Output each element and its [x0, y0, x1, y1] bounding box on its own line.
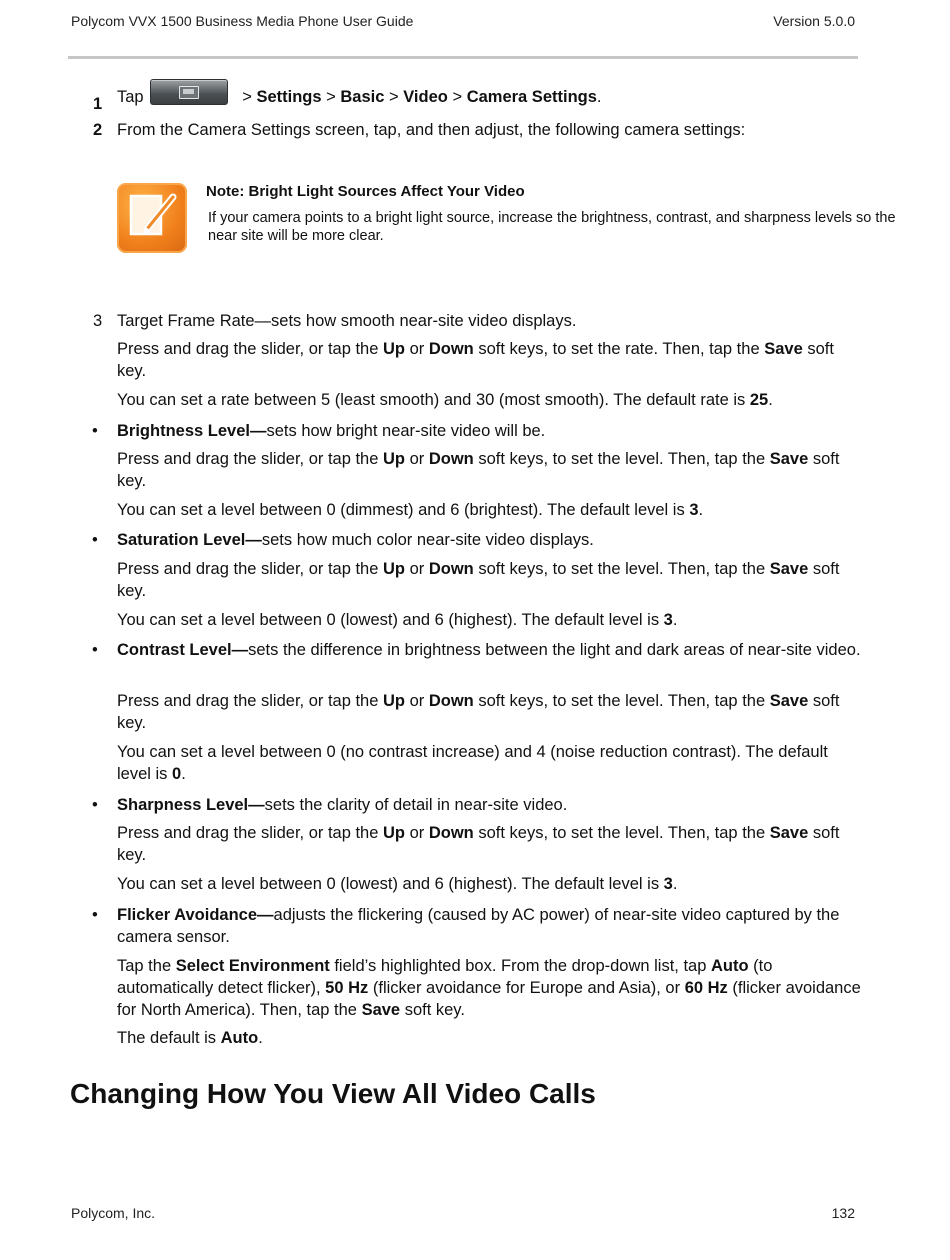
brightness-instructions: Press and drag the slider, or tap the Up or Down soft keys, to set the level. Then, tap the Save soft key.: [117, 450, 840, 490]
contrast-instructions: Press and drag the slider, or tap the Up or Down soft keys, to set the level. Then, tap the Save soft key.: [117, 692, 840, 732]
sharpness-range: You can set a level between 0 (lowest) and 6 (highest). The default level is 3.: [117, 875, 678, 893]
bullet: •: [92, 531, 98, 549]
note-body: If your camera points to a bright light source, increase the brightness, contrast, and sharpness levels so the near site will be more clear.: [208, 210, 896, 244]
bullet: •: [92, 906, 98, 924]
sharpness-item: Sharpness Level—sets the clarity of detail in near-site video.: [117, 796, 568, 814]
step-3-text: Target Frame Rate—sets how smooth near-site video displays.: [117, 312, 577, 330]
sharpness-instructions: Press and drag the slider, or tap the Up or Down soft keys, to set the level. Then, tap the Save soft key.: [117, 824, 840, 864]
step-2-text: From the Camera Settings screen, tap, and then adjust, the following camera settings:: [117, 121, 746, 139]
header-version: Version 5.0.0: [773, 13, 855, 29]
step-number: 2: [93, 121, 103, 139]
contrast-item: Contrast Level—sets the difference in brightness between the light and dark areas of near-site video.: [117, 641, 861, 659]
saturation-instructions: Press and drag the slider, or tap the Up or Down soft keys, to set the level. Then, tap the Save soft key.: [117, 560, 840, 600]
frame-rate-instructions: Press and drag the slider, or tap the Up or Down soft keys, to set the rate. Then, tap the Save soft key.: [117, 340, 834, 380]
section-heading: Changing How You View All Video Calls: [70, 1078, 596, 1109]
flicker-instructions: Tap the Select Environment field’s highlighted box. From the drop-down list, tap Auto (to automatically detect flicker), 50 Hz (flicker avoidance for Europe and Asia), or 60 Hz (flicker avoidance for North America). Then, tap the Save soft key.: [117, 957, 861, 1019]
step-number: 3: [93, 312, 103, 330]
footer-company: Polycom, Inc.: [71, 1205, 156, 1221]
step-1-text: Tap > Settings > Basic > Video > Camera Settings.: [117, 79, 862, 112]
header-title: Polycom VVX 1500 Business Media Phone User Guide: [71, 13, 414, 29]
flicker-item: Flicker Avoidance—adjusts the flickering (caused by AC power) of near-site video captured by the camera sensor.: [117, 906, 840, 946]
note-title: Note: Bright Light Sources Affect Your Video: [206, 183, 525, 200]
brightness-range: You can set a level between 0 (dimmest) and 6 (brightest). The default level is 3.: [117, 501, 704, 519]
header-divider: [68, 56, 858, 59]
note-pencil-icon: [117, 183, 187, 253]
bullet: •: [92, 641, 98, 659]
page-number: 132: [831, 1205, 855, 1221]
contrast-range: You can set a level between 0 (no contrast increase) and 4 (noise reduction contrast). The default level is 0.: [117, 743, 828, 783]
brightness-item: Brightness Level—sets how bright near-site video will be.: [117, 422, 546, 440]
saturation-range: You can set a level between 0 (lowest) and 6 (highest). The default level is 3.: [117, 611, 678, 629]
step-number: 1: [93, 95, 103, 113]
bullet: •: [92, 422, 98, 440]
frame-rate-range: You can set a rate between 5 (least smooth) and 30 (most smooth). The default rate is 25.: [117, 391, 773, 409]
bullet: •: [92, 796, 98, 814]
menu-key-button[interactable]: [150, 79, 228, 105]
flicker-default: The default is Auto.: [117, 1029, 263, 1047]
menu-screen-icon: [179, 86, 199, 99]
saturation-item: Saturation Level—sets how much color near-site video displays.: [117, 531, 594, 549]
